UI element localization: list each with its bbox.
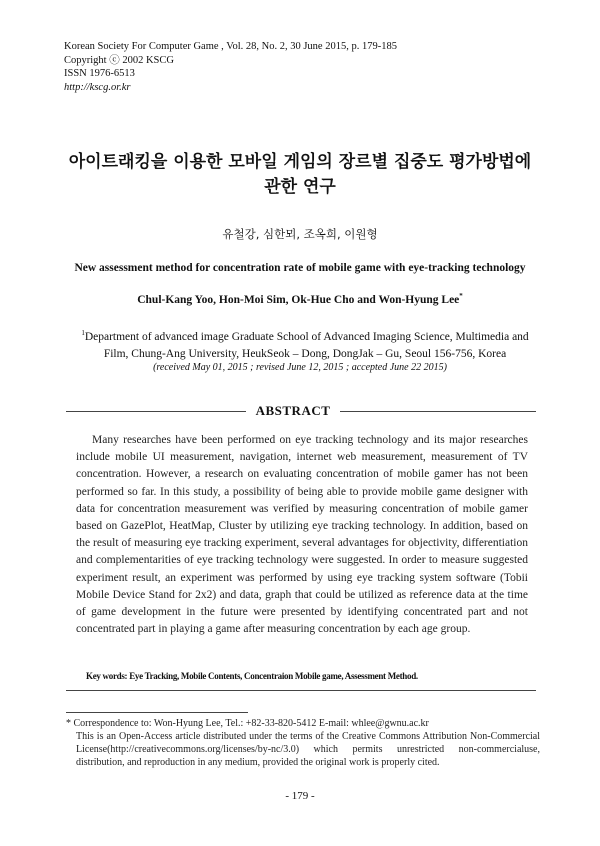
received-dates: (received May 01, 2015 ; revised June 12, 2015 ; accepted June 22 2015) xyxy=(153,362,447,373)
license-text: This is an Open-Access article distributed under the terms of the Creative Commons Attribution Non-Commercial License(http://creativecommons.org/licenses/by-nc/3.0) which permits unrestricted non-commercialuse, distribution, and reproduction in any medium, provided the original work is properly cited. xyxy=(76,731,540,768)
korean-title xyxy=(0,150,600,200)
journal-url-link[interactable]: http://kscg.or.kr xyxy=(64,81,131,93)
affiliation-line-2: Film, Chung-Ang University, HeukSeok – Dong, DongJak – Gu, Seoul 156-756, Korea xyxy=(103,347,507,360)
affiliation-line-1: Department of advanced image Graduate School of Advanced Imaging Science, Multimedia and xyxy=(84,330,529,343)
abstract-rule-right xyxy=(340,411,536,412)
korean-authors: 유철강, 심한뫼, 조옥희, 이원형 xyxy=(222,227,378,241)
affiliation-mark: 1 xyxy=(81,329,85,337)
korean-title-line-1: 아이트래킹을 이용한 모바일 게임의 장르별 집중도 평가방법에 xyxy=(68,152,532,172)
english-authors xyxy=(0,292,600,306)
page-number: - 179 - xyxy=(285,790,315,802)
copyright-line: Copyright ⓒ 2002 KSCG xyxy=(64,54,174,66)
correspondence-line: * Correspondence to: Won-Hyung Lee, Tel.: +82-33-820-5412 E-mail: whlee@gwnu.ac.kr xyxy=(66,718,429,729)
abstract-heading-block xyxy=(66,402,536,420)
journal-citation: Korean Society For Computer Game , Vol. 28, No. 2, 30 June 2015, p. 179-185 xyxy=(64,41,397,52)
english-title: New assessment method for concentration rate of mobile game with eye-tracking technology xyxy=(74,262,526,274)
corresponding-author-mark: * xyxy=(459,292,463,300)
abstract-bottom-rule xyxy=(66,690,536,691)
keywords: Key words: Eye Tracking, Mobile Contents, Concentraion Mobile game, Assessment Method. xyxy=(86,671,418,681)
abstract-text: Many researches have been performed on eye tracking technology and its major researches include mobile UI measurement, navigation, internet web measurement, measurement of TV concentration. However, a research on evaluating concentration of mobile gamer has not been performed so far. In this study, a possibility of being able to provide mobile game designer with data for concentration measurement was verified by measuring concentration of mobile gamer based on GazePlot, HeatMap, Cluster by utilizing eye tracking technology. In addition, based on the result of measuring eye tracking experiment, several advantages for objectivity, differentiation and complementarities of eye tracking technology were suggested. In order to measure suggested experiment result, an experiment was performed by using eye tracking system software (Tobii Mobile Device Stand for 2x2) and data, graph that could be utilized as reference data at the time of game development in the future were presented by identifying concentrated part and not concentrated part in playing a game after measuring concentration by each age group. xyxy=(76,434,528,636)
journal-header xyxy=(64,40,397,94)
author-names: Chul-Kang Yoo, Hon-Moi Sim, Ok-Hue Cho and Won-Hyung Lee xyxy=(137,293,460,306)
abstract-heading: ABSTRACT xyxy=(255,403,331,418)
footnote xyxy=(66,717,540,769)
footnote-rule xyxy=(66,712,248,713)
korean-title-line-2: 관한 연구 xyxy=(264,177,336,197)
issn-line: ISSN 1976-6513 xyxy=(64,68,135,79)
abstract-rule-left xyxy=(66,411,246,412)
affiliation xyxy=(60,325,550,363)
